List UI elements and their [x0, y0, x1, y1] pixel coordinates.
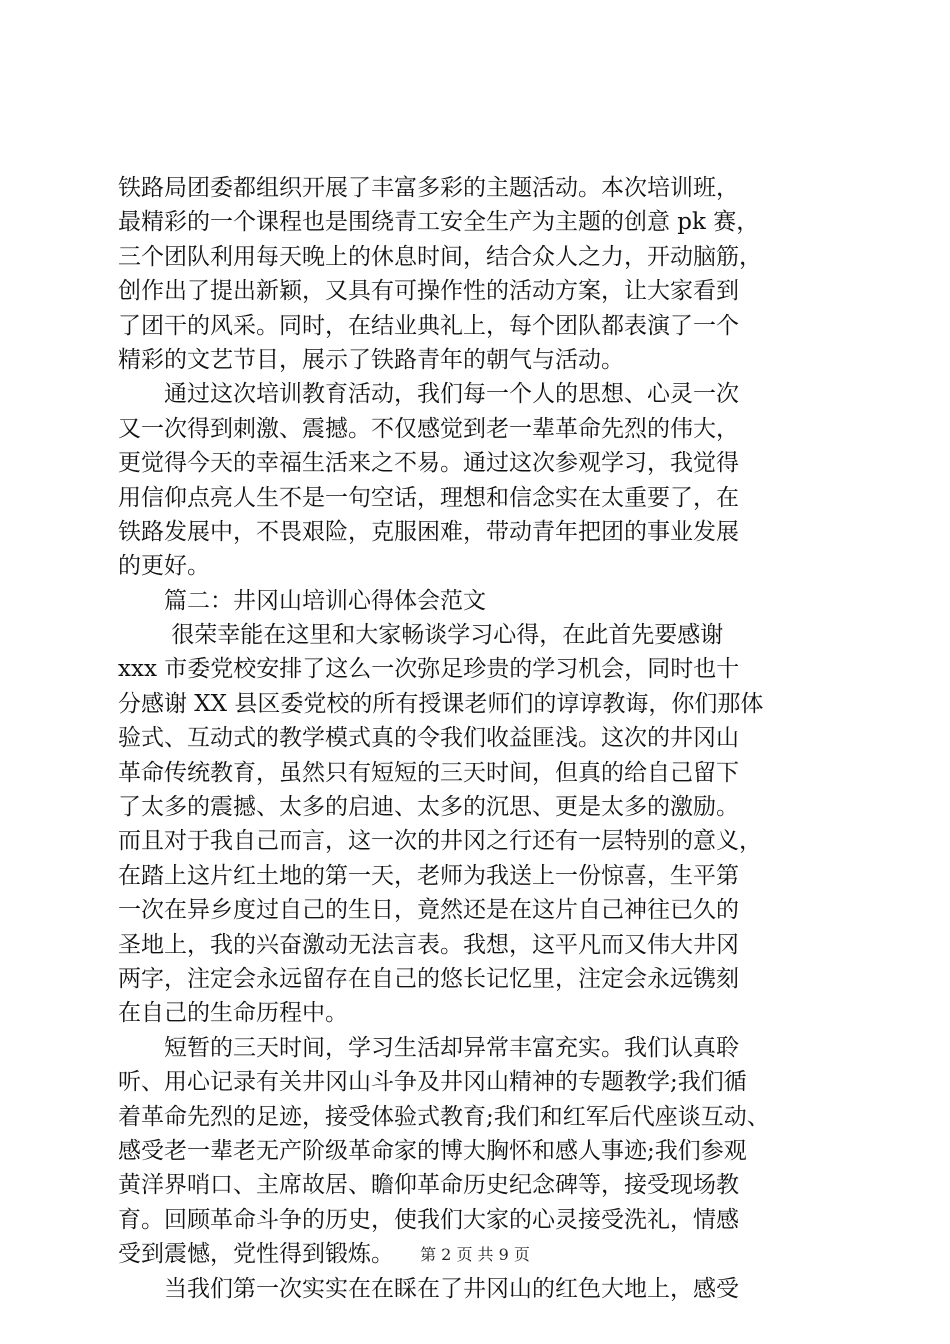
text-line: 听、用心记录有关井冈山斗争及井冈山精神的专题教学;我们循 [118, 1069, 747, 1096]
text-line: 铁路发展中，不畏艰险，克服困难，带动青年把团的事业发展 [118, 518, 739, 545]
body-text [118, 171, 838, 1306]
text-line: 两字，注定会永远留存在自己的悠长记忆里，注定会永远镌刻 [118, 965, 739, 992]
text-line: 当我们第一次实实在在睬在了井冈山的红色大地上，感受 [118, 1275, 739, 1302]
text-line: 分感谢 XX 县区委党校的所有授课老师们的谆谆教诲，你们那体 [118, 690, 764, 717]
text-line: 一次在异乡度过自己的生日，竟然还是在这片自己神往已久的 [118, 897, 739, 924]
text-line: 很荣幸能在这里和大家畅谈学习心得，在此首先要感谢 [118, 622, 724, 649]
text-line: 在自己的生命历程中。 [118, 1000, 348, 1027]
text-line: 创作出了提出新颖，又具有可操作性的活动方案，让大家看到 [118, 278, 739, 305]
text-line: 感受老一辈老无产阶级革命家的博大胸怀和感人事迹;我们参观 [118, 1137, 747, 1164]
text-line: 又一次得到刺激、震撼。不仅感觉到老一辈革命先烈的伟大， [118, 415, 739, 442]
text-line: 精彩的文艺节目，展示了铁路青年的朝气与活动。 [118, 346, 624, 373]
text-line: 了团干的风采。同时，在结业典礼上，每个团队都表演了一个 [118, 312, 739, 339]
text-line: 黄洋界哨口、主席故居、瞻仰革命历史纪念碑等，接受现场教 [118, 1172, 739, 1199]
text-line: 三个团队利用每天晚上的休息时间，结合众人之力，开动脑筋， [118, 243, 762, 270]
text-line: 验式、互动式的教学模式真的令我们收益匪浅。这次的井冈山 [118, 725, 739, 752]
text-line: 而且对于我自己而言，这一次的井冈之行还有一层特别的意义， [118, 828, 762, 855]
text-line: 受到震憾，党性得到锻炼。 [118, 1241, 394, 1268]
text-line: 更觉得今天的幸福生活来之不易。通过这次参观学习，我觉得 [118, 450, 739, 477]
text-line: 最精彩的一个课程也是围绕青工安全生产为主题的创意 pk 赛， [118, 209, 760, 236]
text-line: 的更好。 [118, 553, 210, 580]
text-line: 着革命先烈的足迹，接受体验式教育;我们和红军后代座谈互动、 [118, 1103, 770, 1130]
text-line: 了太多的震撼、太多的启迪、太多的沉思、更是太多的激励。 [118, 794, 739, 821]
page-footer: 第 2 页 共 9 页 [420, 1245, 530, 1264]
text-line: 革命传统教育，虽然只有短短的三天时间，但真的给自己留下 [118, 759, 739, 786]
text-line: xxx 市委党校安排了这么一次弥足珍贵的学习机会，同时也十 [118, 656, 740, 683]
text-line: 圣地上，我的兴奋激动无法言表。我想，这平凡而又伟大井冈 [118, 931, 739, 958]
text-line: 短暂的三天时间，学习生活却异常丰富充实。我们认真聆 [118, 1034, 739, 1061]
text-line: 育。回顾革命斗争的历史，使我们大家的心灵接受洗礼，情感 [118, 1206, 739, 1233]
text-line: 通过这次培训教育活动，我们每一个人的思想、心灵一次 [118, 381, 739, 408]
text-line: 在踏上这片红土地的第一天，老师为我送上一份惊喜，生平第 [118, 862, 739, 889]
text-line: 篇二：井冈山培训心得体会范文 [118, 587, 486, 614]
text-line: 铁路局团委都组织开展了丰富多彩的主题活动。本次培训班， [118, 175, 739, 201]
text-line: 用信仰点亮人生不是一句空话，理想和信念实在太重要了，在 [118, 484, 739, 511]
